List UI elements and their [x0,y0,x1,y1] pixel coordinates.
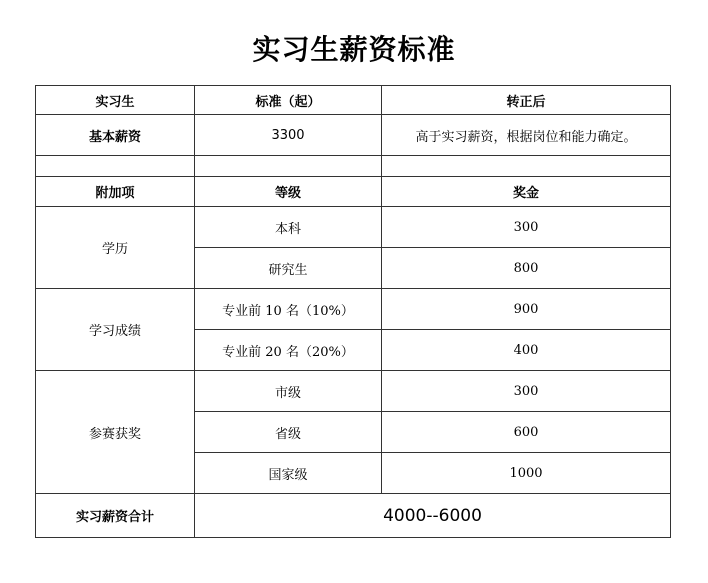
total-label: 实习薪资合计 [36,494,195,538]
header-after-regular: 转正后 [382,86,671,115]
bonus-header-row [36,177,671,207]
grades-level: 专业前 20 名（20%） [195,330,382,371]
education-bonus: 300 [382,207,671,248]
base-salary-label: 基本薪资 [36,115,195,156]
education-label: 学历 [36,207,195,289]
awards-level: 省级 [195,412,382,453]
education-row [36,207,671,248]
grades-bonus: 400 [382,330,671,371]
table-header-row [36,86,671,115]
grades-level: 专业前 10 名（10%） [195,289,382,330]
spacer-cell [36,156,195,177]
awards-row [36,371,671,412]
education-level: 本科 [195,207,382,248]
spacer-row [36,156,671,177]
header-standard: 标准（起） [195,86,382,115]
education-bonus: 800 [382,248,671,289]
base-salary-note: 高于实习薪资，根据岗位和能力确定。 [382,115,671,156]
header-level: 等级 [195,177,382,207]
base-salary-row [36,115,671,156]
header-addition: 附加项 [36,177,195,207]
total-value: 4000--6000 [195,494,671,538]
salary-table [35,85,671,538]
awards-level: 市级 [195,371,382,412]
header-bonus: 奖金 [382,177,671,207]
awards-level: 国家级 [195,453,382,494]
awards-label: 参赛获奖 [36,371,195,494]
awards-bonus: 600 [382,412,671,453]
header-intern: 实习生 [36,86,195,115]
awards-bonus: 300 [382,371,671,412]
grades-bonus: 900 [382,289,671,330]
page-title: 实习生薪资标准 [252,33,456,66]
spacer-cell [195,156,382,177]
education-level: 研究生 [195,248,382,289]
awards-bonus: 1000 [382,453,671,494]
total-row [36,494,671,538]
spacer-cell [382,156,671,177]
base-salary-amount: 3300 [195,115,382,156]
grades-row [36,289,671,330]
grades-label: 学习成绩 [36,289,195,371]
